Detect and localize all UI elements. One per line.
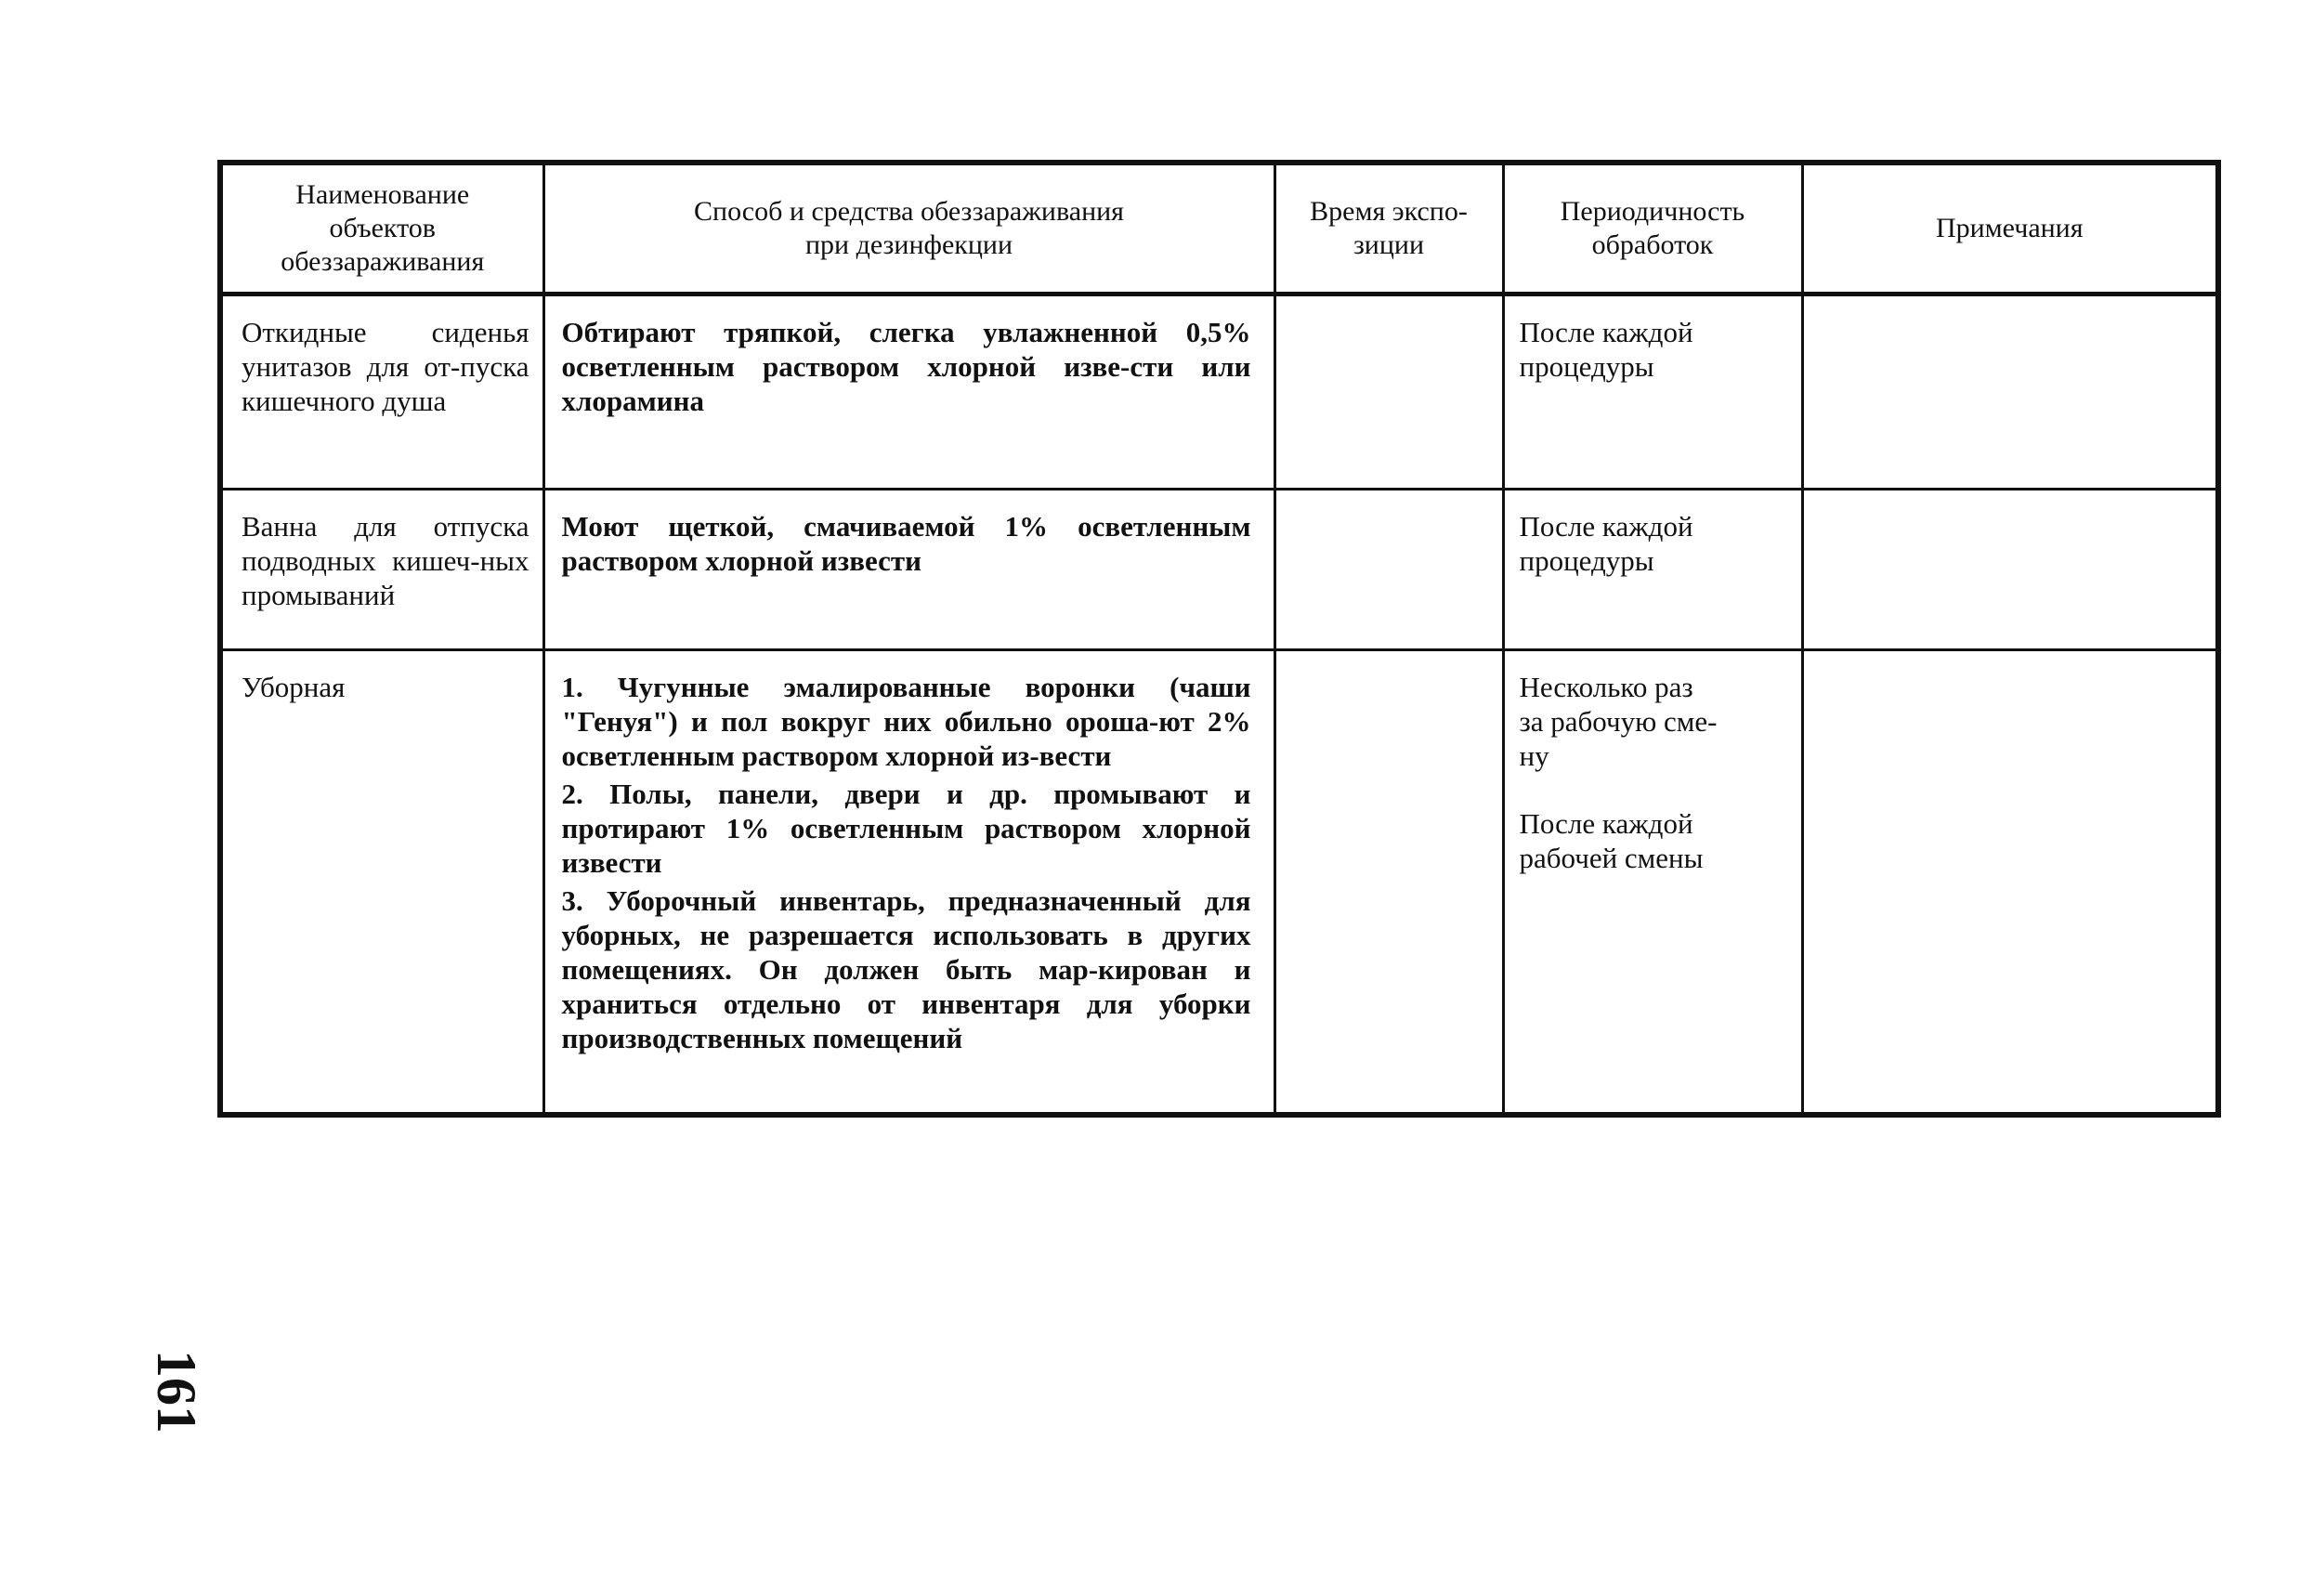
cell-object-name: Уборная (220, 650, 543, 1116)
header-object-name: Наименование объектов обеззараживания (220, 163, 543, 294)
table-header-row (220, 163, 2218, 294)
header-method: Способ и средства обеззараживания при дезинфекции (543, 163, 1274, 294)
cell-notes (1802, 294, 2218, 490)
table-row (220, 294, 2218, 490)
cell-object-name: Ванна для отпуска подводных кишеч-ных промываний (220, 490, 543, 650)
cell-object-name: Откидные сиденья унитазов для от-пуска кишечного душа (220, 294, 543, 490)
method-item-3: 3. Уборочный инвентарь, предназначенный для уборных, не разрешается использовать в других помещениях. Он должен быть мар-кирован и храниться отдельно от инвентаря для уборки производственных помещений (561, 884, 1251, 1054)
table-row (220, 650, 2218, 1116)
cell-exposure-time (1274, 490, 1503, 650)
header-notes: Примечания (1802, 163, 2218, 294)
header-periodicity: Периодичность обработок (1503, 163, 1802, 294)
cell-exposure-time (1274, 294, 1503, 490)
cell-periodicity: После каждой процедуры (1503, 294, 1802, 490)
page-number: 161 (146, 1350, 207, 1433)
cell-notes (1802, 490, 2218, 650)
method-item-2: 2. Полы, панели, двери и др. промывают и протирают 1% осветленным раствором хлорной извести (561, 778, 1251, 879)
method-item-1: 1. Чугунные эмалированные воронки (чаши "Генуя") и пол вокруг них обильно ороша-ют 2% осветленным раствором хлорной из-вести (561, 671, 1251, 772)
period-gap (1505, 773, 1801, 806)
cell-exposure-time (1274, 650, 1503, 1116)
table-row (220, 490, 2218, 650)
cell-periodicity: Несколько раз за рабочую сме- ну После каждой рабочей смены (1503, 650, 1802, 1116)
cell-method: Обтирают тряпкой, слегка увлажненной 0,5% осветленным раствором хлорной изве-сти или хлорамина (543, 294, 1274, 490)
cell-notes (1802, 650, 2218, 1116)
cell-method: Моют щеткой, смачиваемой 1% осветленным раствором хлорной извести (543, 490, 1274, 650)
disinfection-table (217, 160, 2221, 1118)
header-exposure-time: Время экспо- зиции (1274, 163, 1503, 294)
cell-method (543, 650, 1274, 1116)
cell-periodicity: После каждой процедуры (1503, 490, 1802, 650)
